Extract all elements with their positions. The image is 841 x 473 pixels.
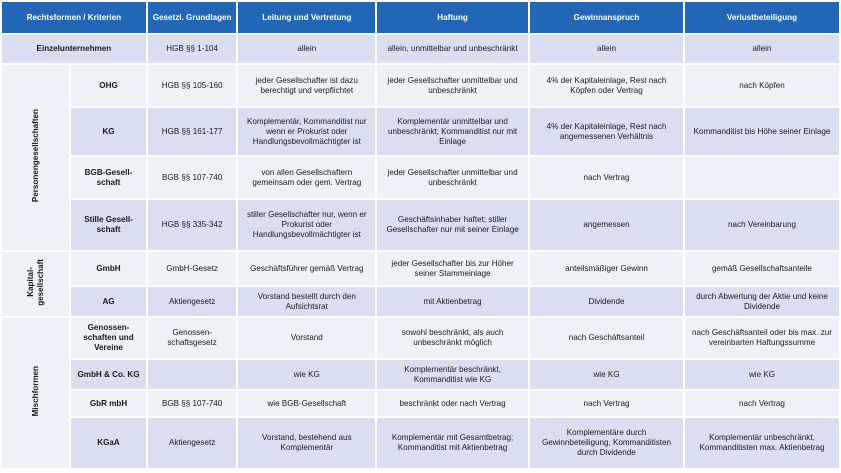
cell-haftung: jeder Gesellschafter unmittelbar und unbeschränkt xyxy=(377,65,528,106)
table-row xyxy=(2,318,839,358)
cell-law: HGB §§ 335-342 xyxy=(148,200,237,250)
cell-gewinn: anteilsmäßiger Gewinn xyxy=(530,252,683,285)
row-label: KGaA xyxy=(71,418,145,468)
cell-gewinn: Dividende xyxy=(530,287,683,316)
cell-gewinn: nach Geschäftsanteil xyxy=(530,318,683,358)
group-kapitalgesellschaft xyxy=(2,252,69,316)
row-label: GmbH & Co. KG xyxy=(71,360,145,389)
cell-haftung: jeder Gesellschafter unmittelbar und unbeschränkt xyxy=(377,157,528,198)
table-row xyxy=(2,418,839,468)
cell-leitung: von allen Gesellschaftern gemeinsam oder gem. Vertrag xyxy=(238,157,375,198)
cell-verlust: nach Vertrag xyxy=(685,391,839,416)
group-mischformen xyxy=(2,318,69,468)
cell-leitung: Vorstand xyxy=(238,318,375,358)
cell-leitung: jeder Gesellschafter ist dazu berechtigt und verpflichtet xyxy=(238,65,375,106)
table-row xyxy=(2,391,839,416)
cell-gewinn: 4% der Kapitaleinlage, Rest nach angemessenen Verhältnis xyxy=(530,108,683,155)
table-row xyxy=(2,252,839,285)
cell-gewinn: angemessen xyxy=(530,200,683,250)
cell-haftung: sowohl beschränkt, als auch unbeschränkt möglich xyxy=(377,318,528,358)
cell-haftung: Komplementär unmittelbar und unbeschränkt; Kommanditist nur mit Einlage xyxy=(377,108,528,155)
cell-verlust: nach Vereinbarung xyxy=(685,200,839,250)
cell-law: HGB §§ 1-104 xyxy=(148,35,237,63)
cell-gewinn: nach Vertrag xyxy=(530,157,683,198)
cell-verlust: durch Abwertung der Aktie und keine Dividende xyxy=(685,287,839,316)
cell-haftung: allein, unmittelbar und unbeschränkt xyxy=(377,35,528,63)
header-leitung: Leitung und Vertretung xyxy=(238,2,375,33)
header-grundlagen: Gesetzl. Grundlagen xyxy=(148,2,237,33)
row-label: Genossen-schaften und Vereine xyxy=(71,318,145,358)
row-label: OHG xyxy=(71,65,145,106)
cell-verlust: Kommanditist bis Höhe seiner Einlage xyxy=(685,108,839,155)
cell-verlust: nach Geschäftsanteil oder bis max. zur vereinbarten Haftungssumme xyxy=(685,318,839,358)
cell-leitung: wie KG xyxy=(238,360,375,389)
cell-haftung: Komplementär beschränkt, Kommanditist wie KG xyxy=(377,360,528,389)
table-row xyxy=(2,65,839,106)
cell-leitung: stiller Gesellschafter nur, wenn er Prokurist oder Handlungsbevollmächtigter ist xyxy=(238,200,375,250)
cell-verlust: gemäß Gesellschaftsanteile xyxy=(685,252,839,285)
cell-law: Aktiengesetz xyxy=(148,287,237,316)
cell-verlust: allein xyxy=(685,35,839,63)
cell-verlust: Komplementär unbeschränkt, Kommanditisten max. Aktienbetrag xyxy=(685,418,839,468)
cell-gewinn: nach Vertrag xyxy=(530,391,683,416)
cell-law: HGB §§ 161-177 xyxy=(148,108,237,155)
cell-leitung: Vorstand bestellt durch den Aufsichtsrat xyxy=(238,287,375,316)
cell-law xyxy=(148,360,237,389)
row-label: AG xyxy=(71,287,145,316)
table-row xyxy=(2,360,839,389)
cell-haftung: Geschäftsinhaber haftet; stiller Gesellschafter nur mit seiner Einlage xyxy=(377,200,528,250)
cell-haftung: beschränkt oder nach Vertrag xyxy=(377,391,528,416)
cell-leitung: Geschäftsführer gemäß Vertrag xyxy=(238,252,375,285)
row-label: Stille Gesell-schaft xyxy=(71,200,145,250)
cell-law: BGB §§ 107-740 xyxy=(148,157,237,198)
table-row xyxy=(2,157,839,198)
table-row xyxy=(2,200,839,250)
group-label-misch: Mischformen xyxy=(30,366,40,417)
row-label: BGB-Gesell-schaft xyxy=(71,157,145,198)
cell-haftung: Komplementär mit Gesamtbetrag; Kommanditist mit Aktienbetrag xyxy=(377,418,528,468)
row-label: KG xyxy=(71,108,145,155)
cell-law: BGB §§ 107-740 xyxy=(148,391,237,416)
cell-gewinn: allein xyxy=(530,35,683,63)
cell-leitung: Vorstand, bestehend aus Komplementär xyxy=(238,418,375,468)
group-label-kapital: Kapital- gesellschaft xyxy=(25,259,45,306)
row-label: GbR mbH xyxy=(71,391,145,416)
cell-law: Aktiengesetz xyxy=(148,418,237,468)
cell-verlust: nach Köpfen xyxy=(685,65,839,106)
cell-gewinn: wie KG xyxy=(530,360,683,389)
table-row xyxy=(2,287,839,316)
table-row xyxy=(2,108,839,155)
cell-law: HGB §§ 105-160 xyxy=(148,65,237,106)
cell-gewinn: Komplementäre durch Gewinnbeteiligung, Kommanditisten durch Dividende xyxy=(530,418,683,468)
row-label: Einzelunternehmen xyxy=(2,35,146,63)
header-haftung: Haftung xyxy=(377,2,528,33)
table-row xyxy=(2,35,839,63)
cell-haftung: jeder Gesellschafter bis zur Höher seiner Stammeinlage xyxy=(377,252,528,285)
cell-leitung: wie BGB-Gesellschaft xyxy=(238,391,375,416)
cell-leitung: allein xyxy=(238,35,375,63)
header-verlustbeteiligung: Verlustbeteiligung xyxy=(685,2,839,33)
row-label: GmbH xyxy=(71,252,145,285)
cell-law: Genossen-schaftsgesetz xyxy=(148,318,237,358)
cell-verlust xyxy=(685,157,839,198)
group-label-personen: Personengesellschaften xyxy=(30,109,40,203)
header-row xyxy=(2,2,839,33)
cell-verlust: wie KG xyxy=(685,360,839,389)
cell-haftung: mit Aktienbetrag xyxy=(377,287,528,316)
cell-leitung: Komplementär, Kommanditist nur wenn er Prokurist oder Handlungsbevollmächtigter ist xyxy=(238,108,375,155)
header-rechtsformen: Rechtsformen / Kriterien xyxy=(2,2,146,33)
cell-gewinn: 4% der Kapitaleinlage, Rest nach Köpfen oder Vertrag xyxy=(530,65,683,106)
header-gewinnanspruch: Gewinnanspruch xyxy=(530,2,683,33)
group-personengesellschaften xyxy=(2,65,69,250)
cell-law: GmbH-Gesetz xyxy=(148,252,237,285)
